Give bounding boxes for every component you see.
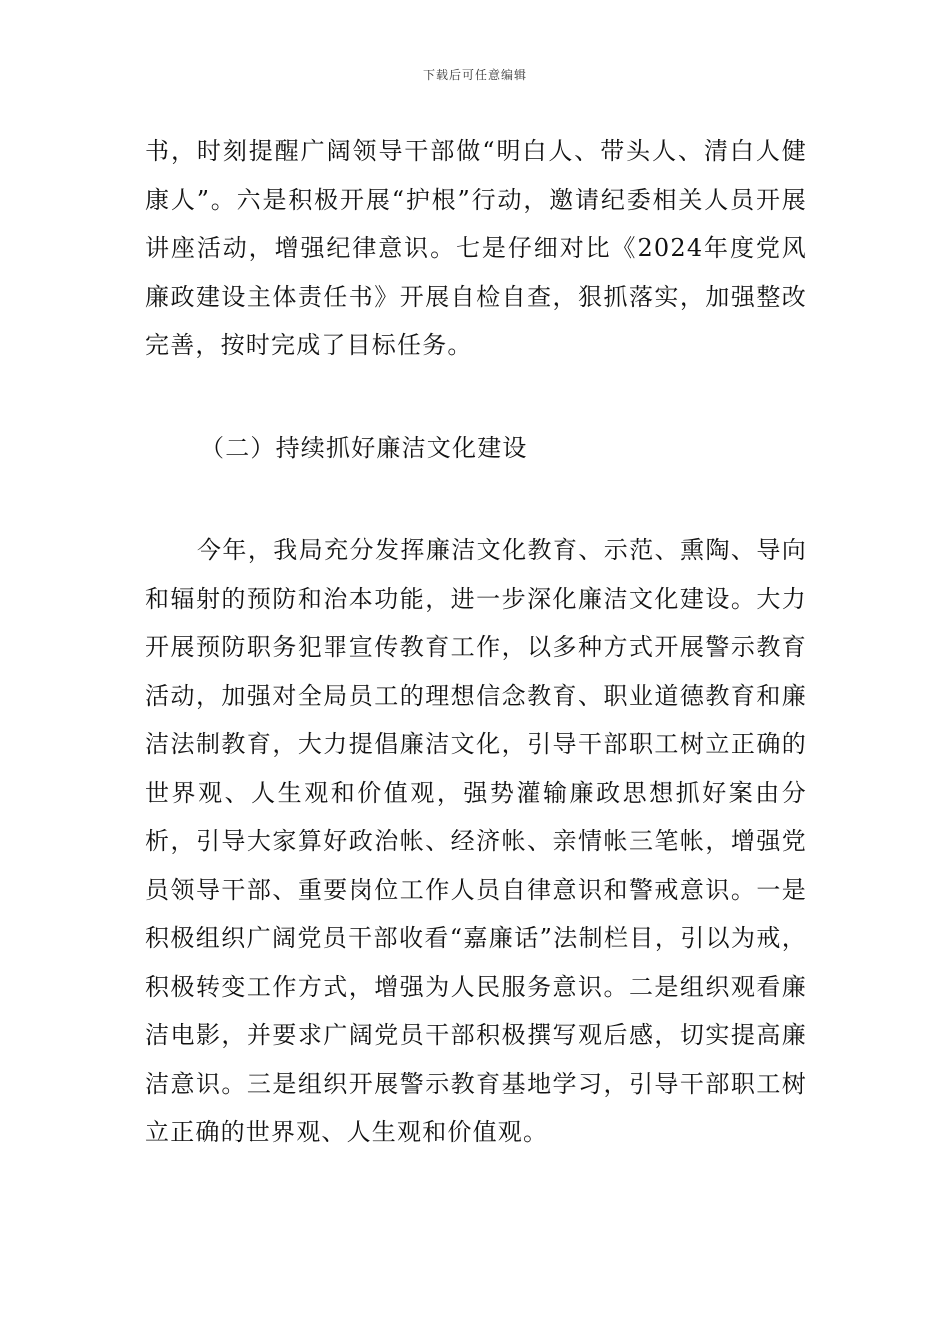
section-heading: （二）持续抓好廉洁文化建设 [200, 434, 528, 462]
main-paragraph: 今年，我局充分发挥廉洁文化教育、示范、熏陶、导向和辐射的预防和治本功能，进一步深化廉洁文化建设。大力开展预防职务犯罪宣传教育工作，以多种方式开展警示教育活动，加强对全局员工的理想信念教育、职业道德教育和廉洁法制教育，大力提倡廉洁文化，引导干部职工树立正确的世界观、人生观和价值观，强势灌输廉政思想抓好案由分析，引导大家算好政治帐、经济帐、亲情帐三笔帐，增强党员领导干部、重要岗位工作人员自律意识和警戒意识。一是积极组织广阔党员干部收看“嘉廉话”法制栏目，引以为戒，积极转变工作方式，增强为人民服务意识。二是组织观看廉洁电影，并要求广阔党员干部积极撰写观后感，切实提高廉洁意识。三是组织开展警示教育基地学习，引导干部职工树立正确的世界观、人生观和价值观。 [145, 536, 807, 1146]
continuation-paragraph: 书，时刻提醒广阔领导干部做“明白人、带头人、清白人健康人”。六是积极开展“护根”行动，邀请纪委相关人员开展讲座活动，增强纪律意识。七是仔细对比《2024年度党风廉政建设主体责任书》开展自检自查，狠抓落实，加强整改完善，按时完成了目标任务。 [145, 137, 807, 359]
page-header-note: 下载后可任意编辑 [422, 68, 527, 82]
